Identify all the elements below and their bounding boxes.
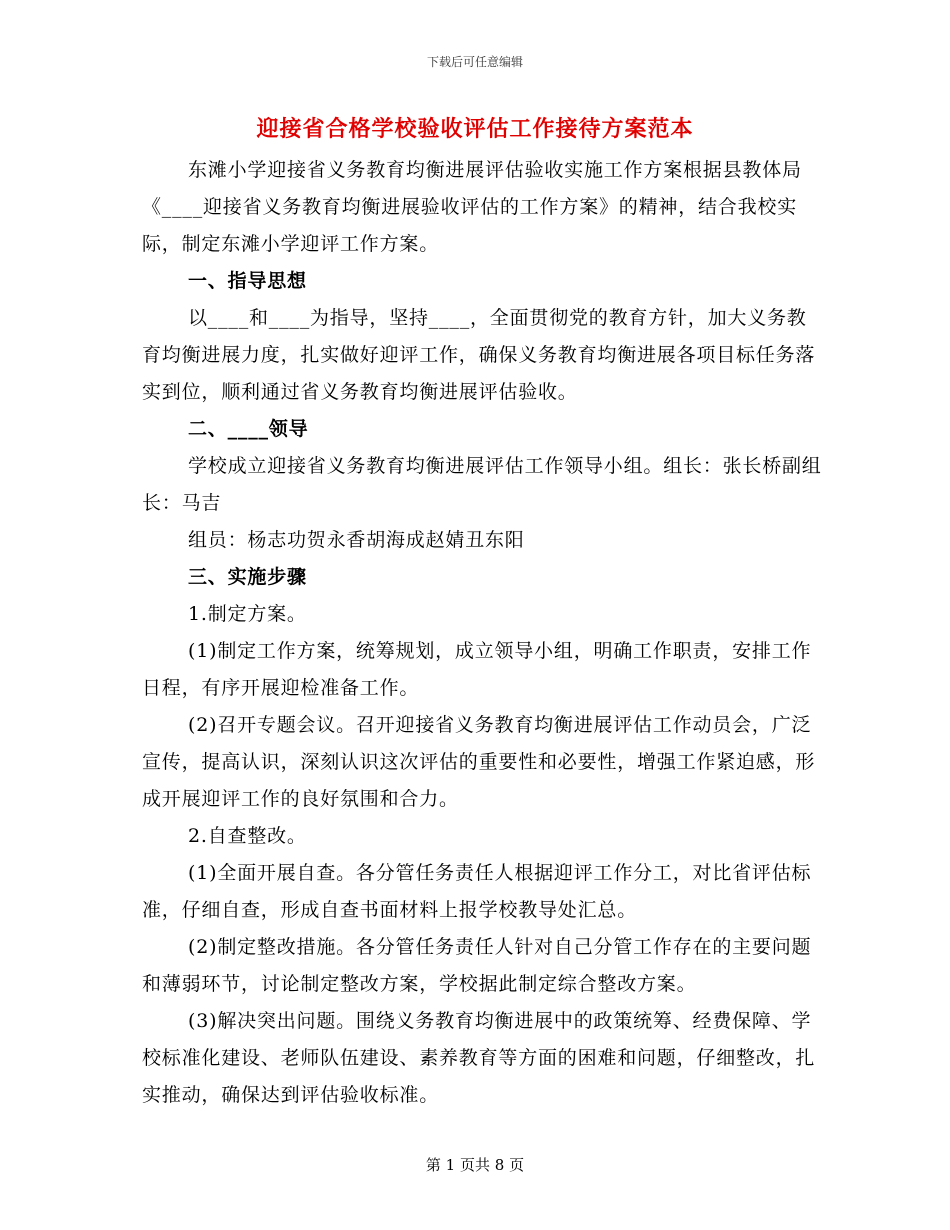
document-title: 迎接省合格学校验收评估工作接待方案范本 bbox=[256, 116, 694, 142]
section-heading-steps: 三、实施步骤 bbox=[188, 566, 307, 588]
step-1-heading: 1.制定方案。 bbox=[188, 603, 307, 625]
page-header-note: 下载后可任意编辑 bbox=[426, 55, 523, 69]
step-2-heading: 2.自查整改。 bbox=[188, 825, 307, 847]
step-2-item-1: (1)全面开展自查。各分管任务责任人根据迎评工作分工，对比省评估标准，仔细自查，形成自查书面材料上报学校教导处汇总。 bbox=[142, 862, 812, 921]
section-heading-leadership: 二、____领导 bbox=[188, 418, 309, 440]
step-2-item-3: (3)解决突出问题。围绕义务教育均衡进展中的政策统筹、经费保障、学校标准化建设、老师队伍建设、素养教育等方面的困难和问题，仔细整改，扎实推动，确保达到评估验收标准。 bbox=[142, 1010, 816, 1106]
guiding-ideology-paragraph: 以____和____为指导，坚持____，全面贯彻党的教育方针，加大义务教育均衡进展力度，扎实做好迎评工作，确保义务教育均衡进展各项目标任务落实到位，顺利通过省义务教育均衡进展评估验收。 bbox=[142, 307, 816, 403]
page-footer: 第 1 页共 8 页 bbox=[425, 1156, 525, 1174]
step-2-item-2: (2)制定整改措施。各分管任务责任人针对自己分管工作存在的主要问题和薄弱环节，讨论制定整改方案，学校据此制定综合整改方案。 bbox=[142, 936, 812, 995]
section-heading-guiding-ideology: 一、指导思想 bbox=[188, 270, 307, 292]
step-1-item-1: (1)制定工作方案，统筹规划，成立领导小组，明确工作职责，安排工作日程，有序开展迎检准备工作。 bbox=[142, 640, 812, 699]
intro-paragraph: 东滩小学迎接省义务教育均衡进展评估验收实施工作方案根据县教体局《____迎接省义务教育均衡进展验收评估的工作方案》的精神，结合我校实际，制定东滩小学迎评工作方案。 bbox=[142, 159, 802, 255]
document-body bbox=[142, 152, 822, 1114]
members-paragraph: 组员：杨志功贺永香胡海成赵婧丑东阳 bbox=[188, 529, 525, 551]
step-1-item-2: (2)召开专题会议。召开迎接省义务教育均衡进展评估工作动员会，广泛宣传，提高认识，深刻认识这次评估的重要性和必要性，增强工作紧迫感，形成开展迎评工作的良好氛围和合力。 bbox=[142, 714, 816, 810]
leadership-paragraph: 学校成立迎接省义务教育均衡进展评估工作领导小组。组长：张长桥副组长：马吉 bbox=[142, 455, 822, 514]
